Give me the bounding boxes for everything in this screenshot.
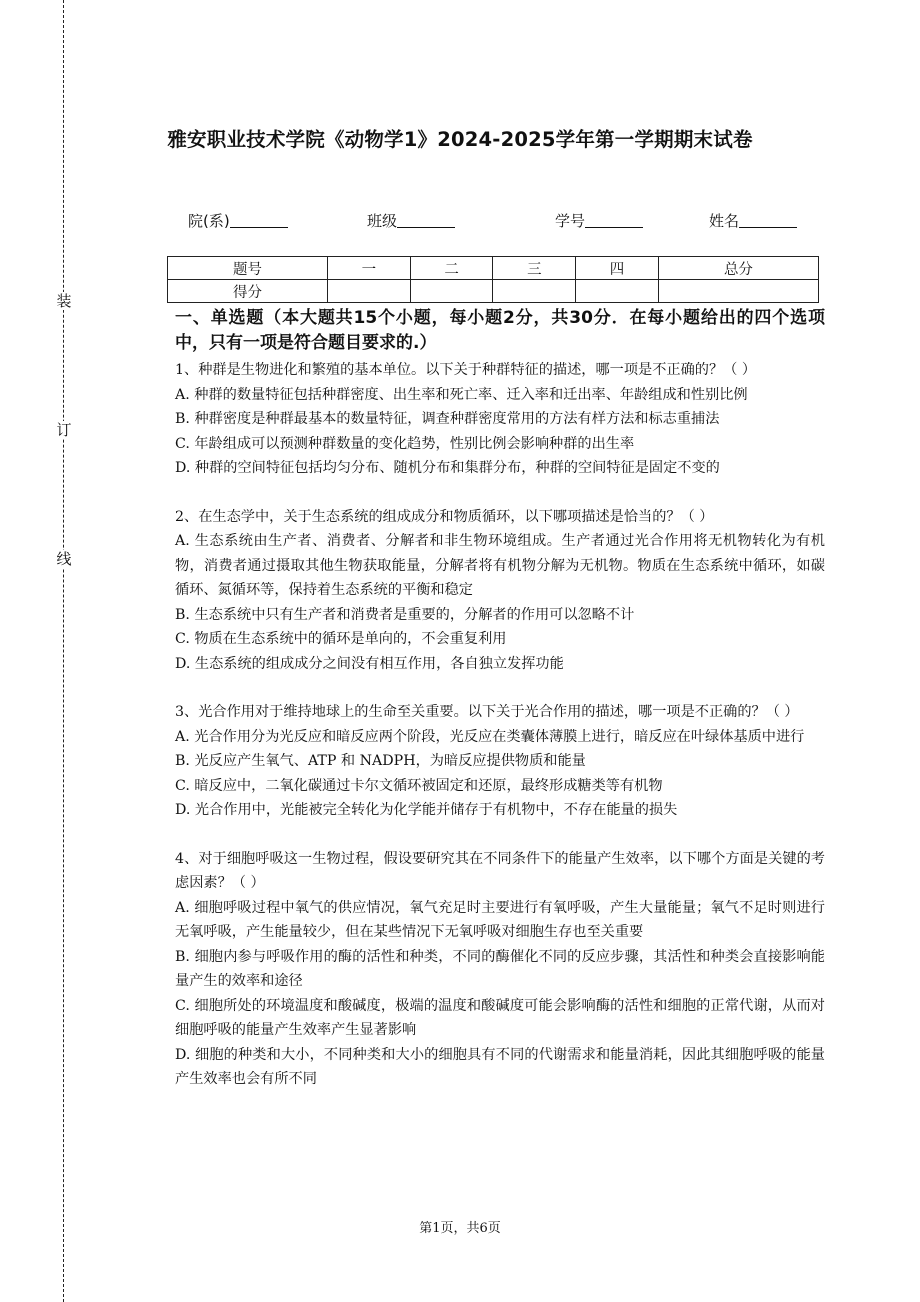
question-stem: 4、对于细胞呼吸这一生物过程，假设要研究其在不同条件下的能量产生效率，以下哪个方面是关键的考虑因素？（ ） <box>175 850 825 891</box>
department-blank[interactable] <box>230 211 288 228</box>
option-b: B. 光反应产生氧气、ATP 和 NADPH，为暗反应提供物质和能量 <box>175 753 586 769</box>
score-cell-empty <box>410 280 493 303</box>
question-2 <box>175 505 825 677</box>
name-blank[interactable] <box>739 211 797 228</box>
info-class-label: 班级 <box>367 212 398 230</box>
info-department <box>188 210 288 231</box>
page-number-footer: 第1页，共6页 <box>419 1221 501 1236</box>
option-d: D. 光合作用中，光能被完全转化为化学能并储存于有机物中，不存在能量的损失 <box>175 802 678 818</box>
option-d: D. 生态系统的组成成分之间没有相互作用，各自独立发挥功能 <box>175 655 564 672</box>
score-cell-header: 总分 <box>658 257 818 280</box>
option-a: A. 生态系统由生产者、消费者、分解者和非生物环境组成。生产者通过光合作用将无机物转化为有机物，消费者通过摄取其他生物获取能量，分解者将有机物分解为无机物。物质在生态系统中循环，如碳循环、氮循环等，保持着生态系统的平衡和稳定 <box>175 533 825 598</box>
score-table-header-row <box>168 257 819 280</box>
question-stem: 2、在生态学中，关于生态系统的组成成分和物质循环，以下哪项描述是恰当的？（ ） <box>175 508 714 525</box>
option-b: B. 种群密度是种群最基本的数量特征，调查种群密度常用的方法有样方法和标志重捕法 <box>175 411 720 427</box>
score-cell-label: 得分 <box>168 280 328 303</box>
class-blank[interactable] <box>397 211 455 228</box>
info-student-id-label: 学号 <box>555 212 586 230</box>
info-name-label: 姓名 <box>709 212 740 230</box>
student-info-row <box>0 210 920 234</box>
option-c: C. 细胞所处的环境温度和酸碱度，极端的温度和酸碱度可能会影响酶的活性和细胞的正常代谢，从而对细胞呼吸的能量产生效率产生显著影响 <box>175 997 825 1038</box>
score-cell-header: 一 <box>328 257 411 280</box>
score-cell-empty <box>576 280 659 303</box>
score-table-score-row <box>168 280 819 303</box>
student-id-blank[interactable] <box>585 211 643 228</box>
score-table <box>167 256 819 303</box>
score-cell-header: 二 <box>410 257 493 280</box>
binding-char-zhuang: 装 <box>56 292 72 310</box>
question-stem: 3、光合作用对于维持地球上的生命至关重要。以下关于光合作用的描述，哪一项是不正确的？（ ） <box>175 704 799 720</box>
option-a: A. 细胞呼吸过程中氧气的供应情况，氧气充足时主要进行有氧呼吸，产生大量能量；氧气不足时则进行无氧呼吸，产生能量较少，但在某些情况下无氧呼吸对细胞生存也至关重要 <box>175 899 825 940</box>
score-cell-empty <box>658 280 818 303</box>
option-c: C. 物质在生态系统中的循环是单向的，不会重复利用 <box>175 631 507 647</box>
option-a: A. 种群的数量特征包括种群密度、出生率和死亡率、迁入率和迁出率、年龄组成和性别比例 <box>175 386 748 403</box>
option-c: C. 暗反应中，二氧化碳通过卡尔文循环被固定和还原，最终形成糖类等有机物 <box>175 777 663 794</box>
score-cell-header: 四 <box>576 257 659 280</box>
section-heading: 一、单选题（本大题共15个小题，每小题2分，共30分．在每小题给出的四个选项中，只有一项是符合题目要求的.） <box>175 308 825 353</box>
binding-char-ding: 订 <box>56 421 72 439</box>
info-department-label: 院(系) <box>188 212 230 230</box>
info-name <box>709 210 797 231</box>
info-class <box>367 210 455 231</box>
info-student-id <box>555 210 643 231</box>
question-1 <box>175 358 825 481</box>
question-stem: 1、种群是生物进化和繁殖的基本单位。以下关于种群特征的描述，哪一项是不正确的？（ ） <box>175 362 757 378</box>
question-3 <box>175 700 825 823</box>
score-cell-header: 三 <box>493 257 576 280</box>
exam-title: 雅安职业技术学院《动物学1》2024-2025学年第一学期期末试卷 <box>167 128 753 151</box>
score-cell-empty <box>493 280 576 303</box>
binding-char-xian: 线 <box>56 550 72 568</box>
option-b: B. 生态系统中只有生产者和消费者是重要的，分解者的作用可以忽略不计 <box>175 606 635 623</box>
option-d: D. 细胞的种类和大小，不同种类和大小的细胞具有不同的代谢需求和能量消耗，因此其细胞呼吸的能量产生效率也会有所不同 <box>175 1046 825 1087</box>
exam-content <box>175 306 825 1092</box>
question-4 <box>175 847 825 1092</box>
option-b: B. 细胞内参与呼吸作用的酶的活性和种类，不同的酶催化不同的反应步骤，其活性和种类会直接影响能量产生的效率和途径 <box>175 948 825 989</box>
score-cell-empty <box>328 280 411 303</box>
option-d: D. 种群的空间特征包括均匀分布、随机分布和集群分布，种群的空间特征是固定不变的 <box>175 460 720 476</box>
option-c: C. 年龄组成可以预测种群数量的变化趋势，性别比例会影响种群的出生率 <box>175 435 635 452</box>
binding-dashed-line <box>63 0 64 1302</box>
option-a: A. 光合作用分为光反应和暗反应两个阶段，光反应在类囊体薄膜上进行，暗反应在叶绿体基质中进行 <box>175 728 805 745</box>
score-cell-header: 题号 <box>168 257 328 280</box>
